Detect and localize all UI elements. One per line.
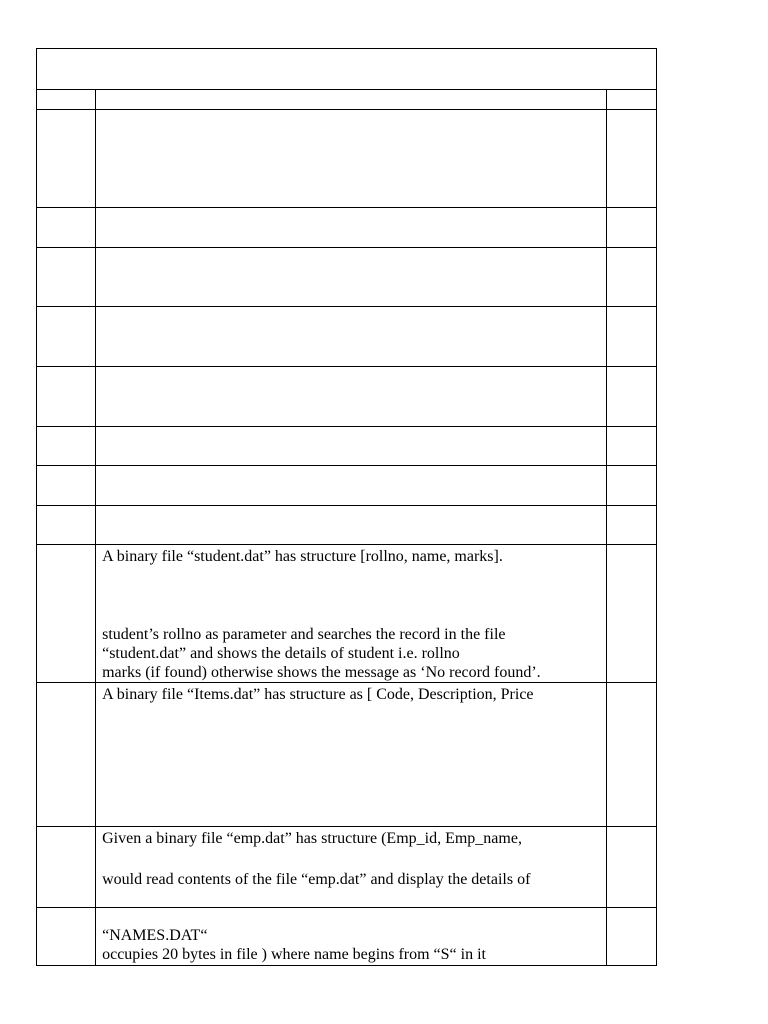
marks-cell [606,827,656,908]
items-question-line: A binary file “Items.dat” has structure as [ Code, Description, Price [102,686,534,703]
question-cell-emp [96,827,607,908]
table-row [37,506,657,545]
marks-cell [606,427,656,466]
table-row [37,208,657,248]
table-row [37,427,657,466]
number-cell [37,683,96,827]
question-cell [96,506,607,545]
student-question-line: A binary file “student.dat” has structure [rollno, name, marks]. [102,548,503,565]
number-cell [37,248,96,307]
table-row [37,683,657,827]
question-cell [96,110,607,208]
number-cell [37,427,96,466]
student-question-line: “student.dat” and shows the details of student i.e. rollno [102,645,460,662]
question-table [36,48,657,966]
question-cell-items [96,683,607,827]
number-cell [37,110,96,208]
marks-cell [606,110,656,208]
marks-cell [606,367,656,427]
marks-cell [606,248,656,307]
number-cell [37,908,96,966]
table-row [37,827,657,908]
marks-cell [606,683,656,827]
marks-cell [606,307,656,367]
table-header-row [37,90,657,110]
table-title-row [37,49,657,90]
question-cell [96,427,607,466]
number-cell [37,545,96,683]
number-cell [37,466,96,506]
table-row [37,545,657,683]
number-cell [37,208,96,248]
question-cell [96,248,607,307]
emp-question-line: Given a binary file “emp.dat” has structure (Emp_id, Emp_name, [102,830,522,847]
number-cell [37,307,96,367]
question-cell [96,208,607,248]
student-question-line: student’s rollno as parameter and searches the record in the file [102,626,506,643]
marks-cell [606,908,656,966]
emp-question-line: would read contents of the file “emp.dat” and display the details of [102,871,531,888]
question-cell-student [96,545,607,683]
names-question-line: occupies 20 bytes in file ) where name begins from “S“ in it [102,946,486,963]
number-cell [37,827,96,908]
marks-cell [606,506,656,545]
names-question-line: “NAMES.DAT“ [102,927,208,944]
table-row [37,307,657,367]
table-row [37,110,657,208]
table-row [37,367,657,427]
header-marks-cell [606,90,656,110]
table-row [37,466,657,506]
number-cell [37,367,96,427]
question-cell-names [96,908,607,966]
marks-cell [606,208,656,248]
number-cell [37,506,96,545]
table-row [37,908,657,966]
question-cell [96,307,607,367]
table-row [37,248,657,307]
question-cell [96,367,607,427]
marks-cell [606,545,656,683]
header-number-cell [37,90,96,110]
question-cell [96,466,607,506]
student-question-line: marks (if found) otherwise shows the message as ‘No record found’. [102,664,541,681]
title-cell [37,49,657,90]
header-question-cell [96,90,607,110]
marks-cell [606,466,656,506]
